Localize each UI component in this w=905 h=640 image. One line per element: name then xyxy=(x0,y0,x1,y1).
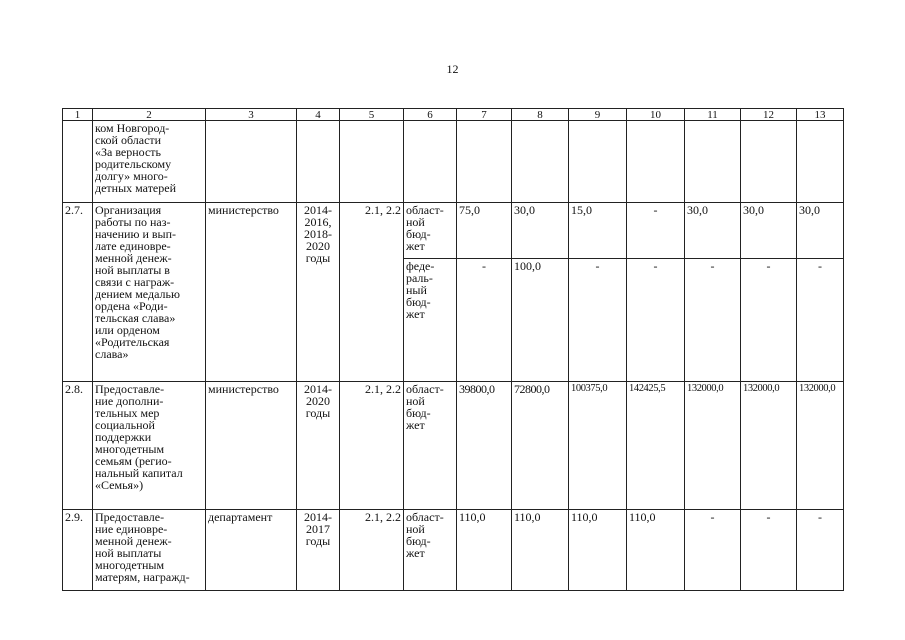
value-cell xyxy=(457,121,512,203)
table-row-2-9 xyxy=(63,510,844,591)
value-cell xyxy=(741,121,797,203)
value-2019: 30,0 xyxy=(741,203,797,259)
column-number-row xyxy=(63,109,844,121)
targets-cell xyxy=(340,121,404,203)
value-2017: - xyxy=(627,259,685,382)
column-number: 2 xyxy=(93,109,206,121)
value-2020: 30,0 xyxy=(797,203,844,259)
column-number: 12 xyxy=(741,109,797,121)
executor-cell xyxy=(206,121,297,203)
executor: департамент xyxy=(206,510,297,591)
value-2017: 142425,5 xyxy=(627,382,685,510)
value-2016: 100375,0 xyxy=(569,382,627,510)
period-cell xyxy=(297,121,340,203)
measure-description: Предоставле- ние дополни- тельных мер социальной поддержки многодетным семьям (регио- нальный капитал «Семья») xyxy=(93,382,206,510)
column-number: 6 xyxy=(404,109,457,121)
value-2015: 72800,0 xyxy=(512,382,569,510)
value-2016: 15,0 xyxy=(569,203,627,259)
column-number: 7 xyxy=(457,109,512,121)
measure-description: ком Новгород- ской области «За верность родительскому долгу» много- детных матерей xyxy=(93,121,206,203)
value-2015: 30,0 xyxy=(512,203,569,259)
value-2020: - xyxy=(797,259,844,382)
value-cell xyxy=(685,121,741,203)
source-cell xyxy=(404,121,457,203)
column-number: 5 xyxy=(340,109,404,121)
value-2014: 110,0 xyxy=(457,510,512,591)
value-2016: 110,0 xyxy=(569,510,627,591)
value-2019: - xyxy=(741,259,797,382)
executor: министерство xyxy=(206,203,297,382)
value-2014: 39800,0 xyxy=(457,382,512,510)
value-2014: - xyxy=(457,259,512,382)
funding-source: област- ной бюд- жет xyxy=(404,510,457,591)
period: 2014- 2016, 2018- 2020 годы xyxy=(297,203,340,382)
measure-description: Предоставле- ние единовре- менной денеж- ной выплаты многодетным матерям, награжд- xyxy=(93,510,206,591)
column-number: 1 xyxy=(63,109,93,121)
row-number: 2.9. xyxy=(63,510,93,591)
program-measures-table xyxy=(62,108,844,591)
target-indicators: 2.1, 2.2 xyxy=(340,382,404,510)
funding-source: област- ной бюд- жет xyxy=(404,382,457,510)
value-2020: 132000,0 xyxy=(797,382,844,510)
value-2018: - xyxy=(685,259,741,382)
column-number: 9 xyxy=(569,109,627,121)
value-2016: - xyxy=(569,259,627,382)
value-2015: 100,0 xyxy=(512,259,569,382)
value-cell xyxy=(797,121,844,203)
row-number: 2.7. xyxy=(63,203,93,382)
column-number: 10 xyxy=(627,109,685,121)
period: 2014- 2020 годы xyxy=(297,382,340,510)
target-indicators: 2.1, 2.2 xyxy=(340,203,404,382)
period: 2014- 2017 годы xyxy=(297,510,340,591)
value-2017: 110,0 xyxy=(627,510,685,591)
target-indicators: 2.1, 2.2 xyxy=(340,510,404,591)
value-2015: 110,0 xyxy=(512,510,569,591)
value-cell xyxy=(627,121,685,203)
funding-source: област- ной бюд- жет xyxy=(404,203,457,259)
table-row-2-7 xyxy=(63,203,844,259)
value-2017: - xyxy=(627,203,685,259)
value-2018: 30,0 xyxy=(685,203,741,259)
column-number: 4 xyxy=(297,109,340,121)
page-number: 12 xyxy=(446,62,459,76)
table-row-2-8 xyxy=(63,382,844,510)
executor: министерство xyxy=(206,382,297,510)
value-2018: - xyxy=(685,510,741,591)
column-number: 3 xyxy=(206,109,297,121)
value-2019: - xyxy=(741,510,797,591)
funding-source: феде- раль- ный бюд- жет xyxy=(404,259,457,382)
value-2020: - xyxy=(797,510,844,591)
measure-description: Организация работы по наз- начению и вып- лате единовре- менной денеж- ной выплаты в связи с награж- дением медалью ордена «Роди- тельская слава» или орденом «Родительская слава» xyxy=(93,203,206,382)
value-cell xyxy=(512,121,569,203)
value-cell xyxy=(569,121,627,203)
value-2019: 132000,0 xyxy=(741,382,797,510)
column-number: 8 xyxy=(512,109,569,121)
table-row-continuation xyxy=(63,121,844,203)
row-number: 2.8. xyxy=(63,382,93,510)
row-number-cell xyxy=(63,121,93,203)
column-number: 13 xyxy=(797,109,844,121)
value-2018: 132000,0 xyxy=(685,382,741,510)
column-number: 11 xyxy=(685,109,741,121)
value-2014: 75,0 xyxy=(457,203,512,259)
